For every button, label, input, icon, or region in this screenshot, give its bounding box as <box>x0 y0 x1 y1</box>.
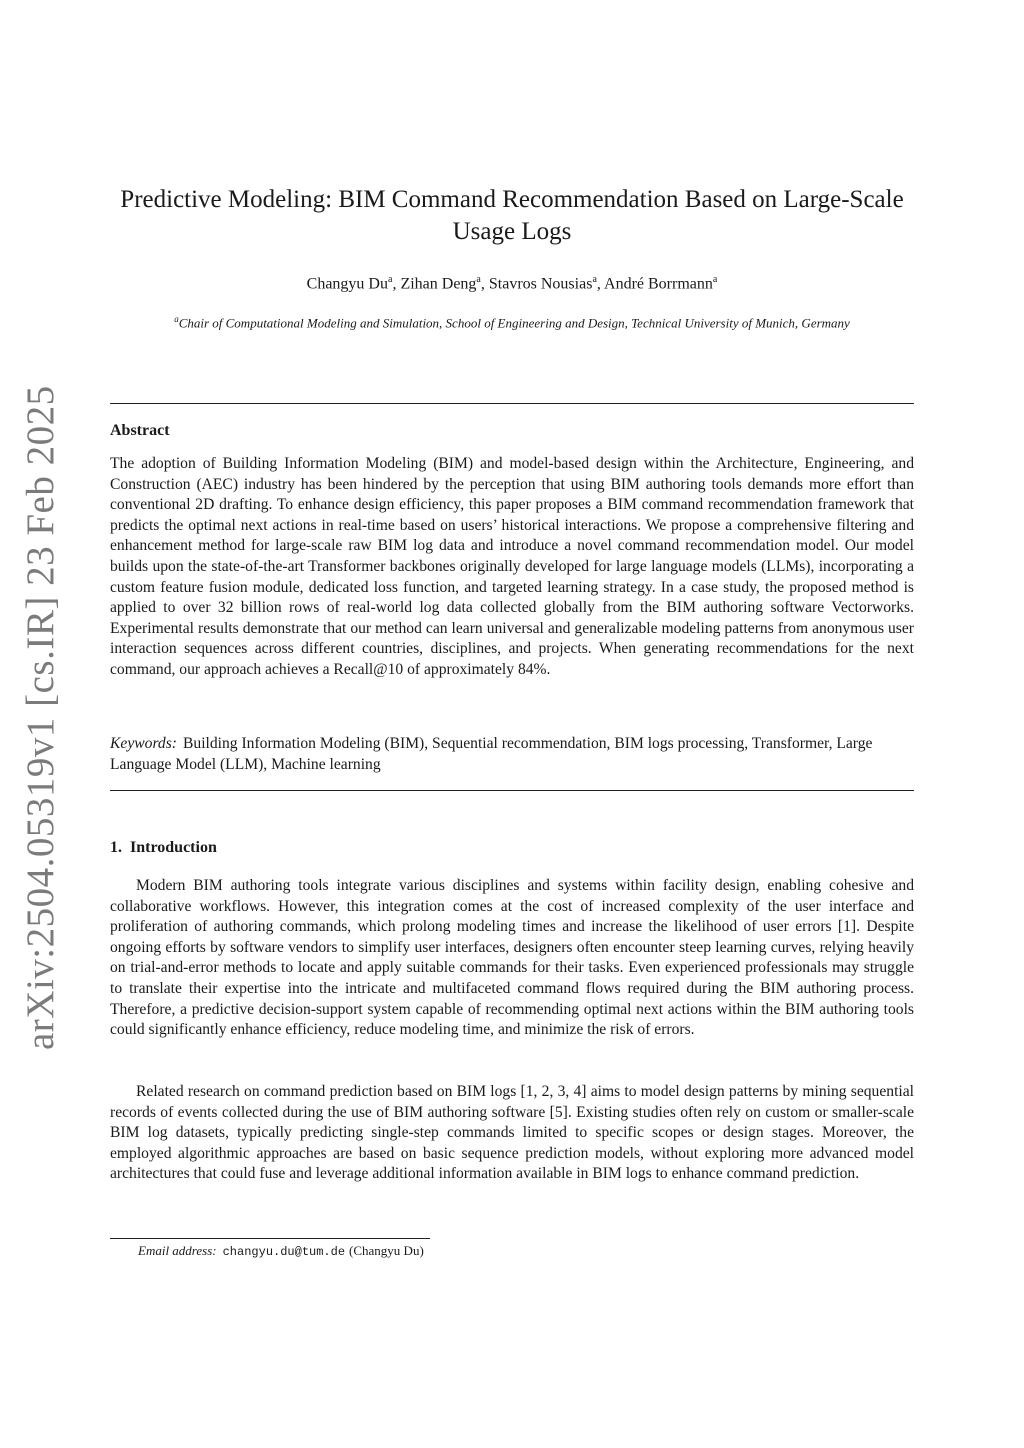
author-name: Zihan Deng <box>400 275 477 293</box>
author-list: Changyu Du$^a$, Zihan Deng$^a$, Stavros Nousias$^a$, André Borrmann$^a$ <box>306 274 718 293</box>
abstract-bottom-rule <box>110 790 914 791</box>
author-name: Stavros Nousias <box>488 275 593 293</box>
author-affiliation-mark: a <box>712 274 718 285</box>
affiliation-mark: a <box>174 314 179 324</box>
author-name: André Borrmann <box>604 275 713 293</box>
affiliation <box>140 311 884 331</box>
intro-paragraph-2: Related research on command prediction based on BIM logs [1, 2, 3, 4] aims to model design patterns by mining sequential records of events collected during the use of BIM authoring software [5]. Existing studies often rely on custom or smaller-scale BIM log datasets, typically predicting single-step commands limited to specific scopes or design stages. Moreover, the employed algorithmic approaches are based on basic sequence prediction models, without exploring more advanced model architectures that could fuse and leverage additional information available in BIM logs to enhance command prediction. <box>110 1083 914 1183</box>
footnote-rule <box>110 1238 430 1239</box>
abstract-text: The adoption of Building Information Modeling (BIM) and model-based design within the Architecture, Engineering, and Construction (AEC) industry has been hindered by the perception that using BIM authoring tools demands more effort than conventional 2D drafting. To enhance design efficiency, this paper proposes a BIM command recommendation framework that predicts the optimal next actions in real-time based on users’ historical interactions. We propose a comprehensive filtering and enhancement method for large-scale raw BIM log data and introduce a novel command recommendation model. Our model builds upon the state-of-the-art Transformer backbones originally developed for large language models (LLMs), incorporating a custom feature fusion module, dedicated loss function, and targeted learning strategy. In a case study, the proposed method is applied to over 32 billion rows of real-world log data collected globally from the BIM authoring software Vectorworks. Experimental results demonstrate that our method can learn universal and generalizable modeling patterns from anonymous user interaction sequences across different countries, disciplines, and projects. When generating recommendations for the next command, our approach achieves a Recall@10 of approximately 84%. <box>110 455 914 678</box>
keywords <box>110 734 914 775</box>
section-heading-introduction <box>110 839 217 857</box>
footnote-label: Email address: <box>138 1243 217 1258</box>
section-number: 1. <box>110 839 122 856</box>
footnote-email-link[interactable]: changyu.du@tum.de <box>222 1245 346 1259</box>
arxiv-identifier[interactable]: arXiv:2504.05319v1 [cs.IR] 23 Feb 2025 <box>19 385 62 1050</box>
author-name: Changyu Du <box>306 275 388 293</box>
footnote <box>138 1243 424 1259</box>
keywords-label: Keywords: <box>110 735 177 752</box>
author-affiliation-mark: a <box>476 274 481 285</box>
abstract-heading: Abstract <box>110 422 170 439</box>
author-affiliation-mark: a <box>387 274 393 285</box>
keywords-text: Building Information Modeling (BIM), Sequential recommendation, BIM logs processing, Transformer, Large Language Model (LLM), Machine learning <box>110 735 873 773</box>
author-affiliation-mark: a <box>592 274 597 285</box>
footnote-author: (Changyu Du) <box>349 1243 424 1258</box>
section-title: Introduction <box>130 839 217 856</box>
intro-paragraph-1: Modern BIM authoring tools integrate various disciplines and systems within facility design, enabling cohesive and collaborative workflows. However, this integration comes at the cost of increased complexity of the user interface and proliferation of authoring commands, which prolong modeling times and increase the likelihood of user errors [1]. Despite ongoing efforts by software vendors to simplify user interfaces, designers often encounter steep learning curves, relying heavily on trial-and-error methods to locate and apply suitable commands for their tasks. Even experienced professionals may struggle to translate their expertise into the intricate and multifaceted command flows required during the BIM authoring process. Therefore, a predictive decision-support system capable of recommending optimal next actions within the BIM authoring tools could significantly enhance efficiency, reduce modeling time, and minimize the risk of errors. <box>110 877 914 1039</box>
paper-title: Predictive Modeling: BIM Command Recommendation Based on Large-Scale Usage Logs <box>120 186 904 245</box>
abstract-top-rule <box>110 403 914 404</box>
affiliation-text: Chair of Computational Modeling and Simulation, School of Engineering and Design, Technical University of Munich, Germany <box>178 315 850 331</box>
